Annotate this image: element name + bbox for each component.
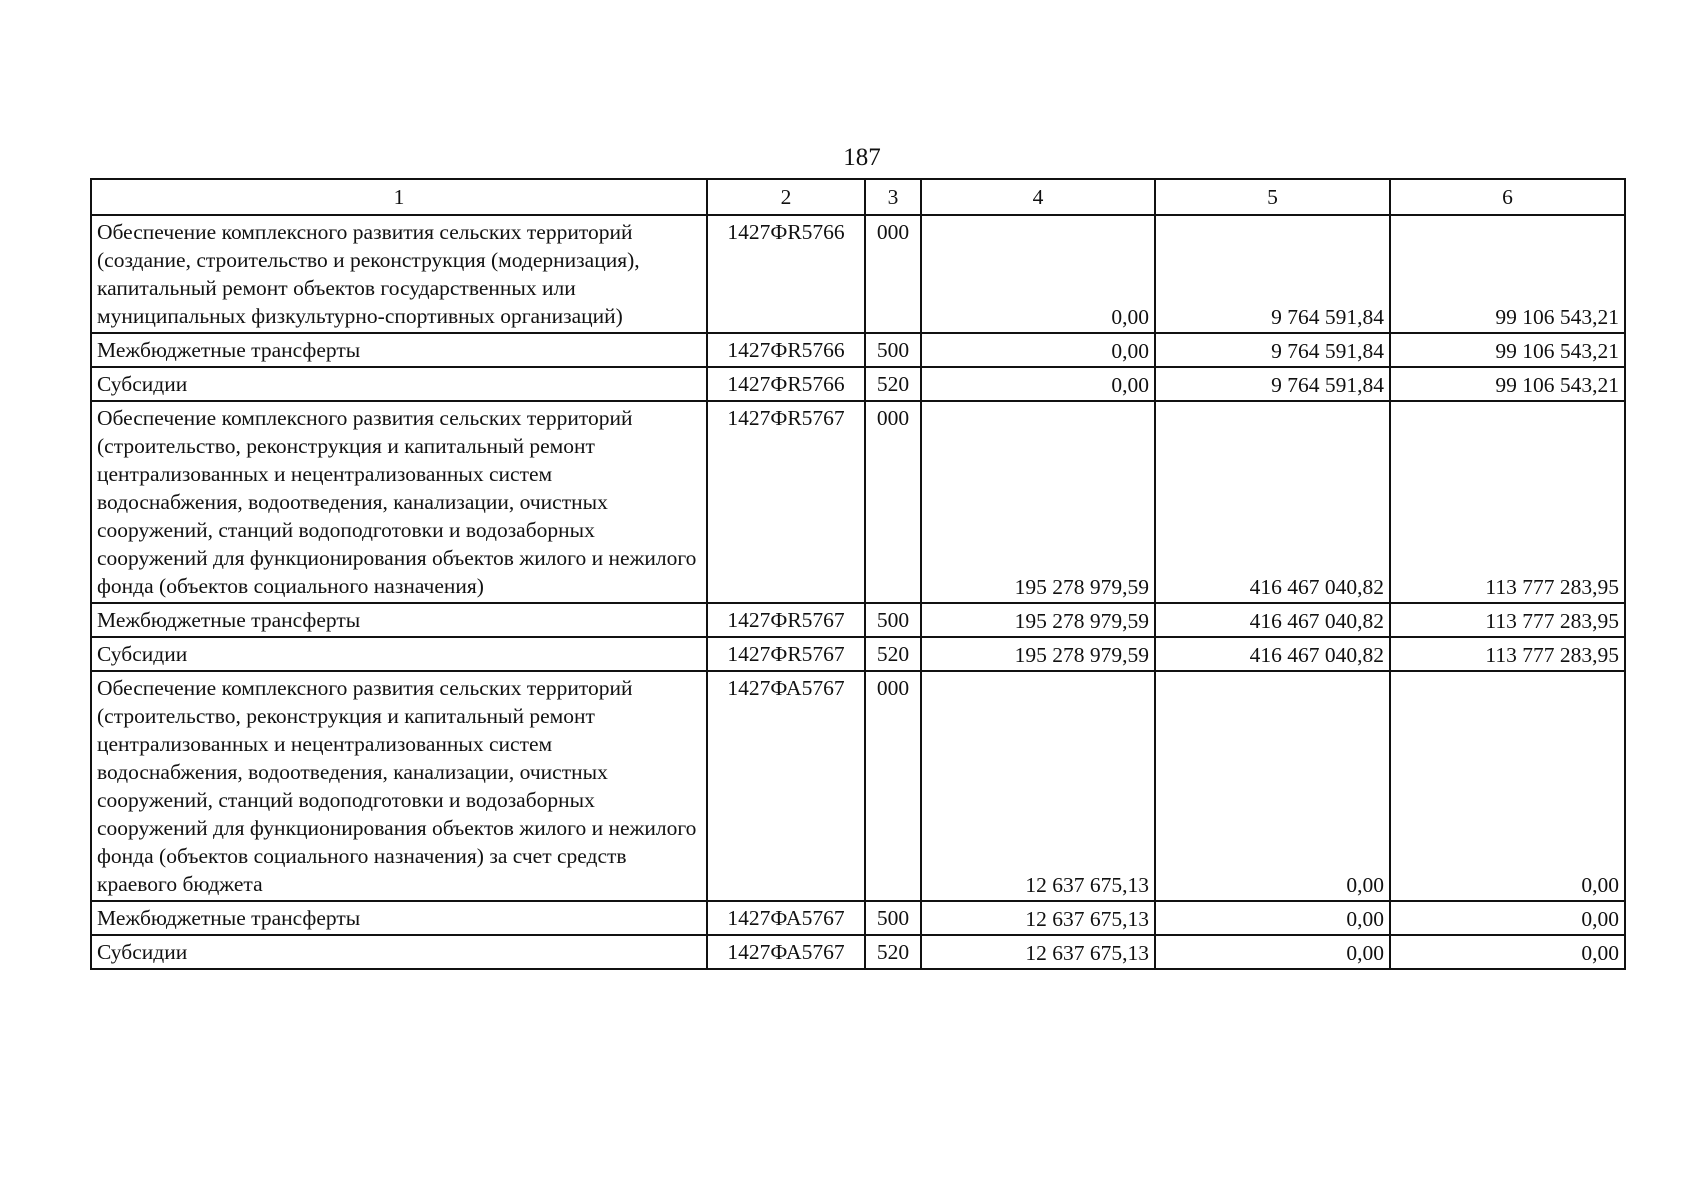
row-value-6: 113 777 283,95 [1390, 637, 1625, 671]
budget-table [90, 178, 1626, 970]
row-value-5: 9 764 591,84 [1155, 367, 1390, 401]
table-row [91, 901, 1625, 935]
column-number: 2 [707, 179, 865, 215]
row-value-5: 416 467 040,82 [1155, 401, 1390, 603]
column-number: 1 [91, 179, 707, 215]
row-value-5: 0,00 [1155, 935, 1390, 969]
column-number: 5 [1155, 179, 1390, 215]
row-name: Обеспечение комплексного развития сельских территорий (строительство, реконструкция и капитальный ремонт централизованных и нецентрализованных систем водоснабжения, водоотведения, канализации, очистных сооружений, станций водоподготовки и водозаборных сооружений для функционирования объектов жилого и нежилого фонда (объектов социального назначения) за счет средств краевого бюджета [91, 671, 707, 901]
row-kind: 000 [865, 215, 921, 333]
row-code: 1427ФА5767 [707, 935, 865, 969]
row-value-4: 195 278 979,59 [921, 603, 1155, 637]
row-kind: 000 [865, 401, 921, 603]
row-value-6: 0,00 [1390, 935, 1625, 969]
row-code: 1427ФR5766 [707, 333, 865, 367]
row-value-5: 9 764 591,84 [1155, 215, 1390, 333]
table-row [91, 637, 1625, 671]
row-value-4: 195 278 979,59 [921, 637, 1155, 671]
row-code: 1427ФR5767 [707, 603, 865, 637]
row-code: 1427ФR5767 [707, 401, 865, 603]
row-name: Межбюджетные трансферты [91, 333, 707, 367]
row-value-6: 99 106 543,21 [1390, 215, 1625, 333]
table-row [91, 603, 1625, 637]
page-number: 187 [843, 144, 881, 171]
row-value-6: 113 777 283,95 [1390, 603, 1625, 637]
row-value-4: 12 637 675,13 [921, 935, 1155, 969]
row-kind: 520 [865, 367, 921, 401]
row-code: 1427ФА5767 [707, 901, 865, 935]
row-value-4: 195 278 979,59 [921, 401, 1155, 603]
column-number-row [91, 179, 1625, 215]
row-value-5: 416 467 040,82 [1155, 603, 1390, 637]
row-value-6: 99 106 543,21 [1390, 367, 1625, 401]
table-row [91, 401, 1625, 603]
row-value-4: 0,00 [921, 367, 1155, 401]
row-kind: 500 [865, 333, 921, 367]
row-name: Обеспечение комплексного развития сельских территорий (создание, строительство и реконструкция (модернизация), капитальный ремонт объектов государственных или муниципальных физкультурно-спортивных организаций) [91, 215, 707, 333]
table-row [91, 367, 1625, 401]
column-number: 6 [1390, 179, 1625, 215]
row-value-5: 9 764 591,84 [1155, 333, 1390, 367]
row-value-4: 0,00 [921, 333, 1155, 367]
row-value-4: 12 637 675,13 [921, 671, 1155, 901]
row-name: Субсидии [91, 367, 707, 401]
column-number: 3 [865, 179, 921, 215]
row-kind: 500 [865, 603, 921, 637]
row-kind: 500 [865, 901, 921, 935]
row-code: 1427ФR5767 [707, 637, 865, 671]
row-value-4: 0,00 [921, 215, 1155, 333]
row-value-6: 113 777 283,95 [1390, 401, 1625, 603]
row-value-5: 0,00 [1155, 671, 1390, 901]
row-value-5: 416 467 040,82 [1155, 637, 1390, 671]
row-kind: 520 [865, 637, 921, 671]
row-name: Межбюджетные трансферты [91, 603, 707, 637]
row-code: 1427ФR5766 [707, 215, 865, 333]
table-row [91, 333, 1625, 367]
row-value-6: 99 106 543,21 [1390, 333, 1625, 367]
row-name: Обеспечение комплексного развития сельских территорий (строительство, реконструкция и капитальный ремонт централизованных и нецентрализованных систем водоснабжения, водоотведения, канализации, очистных сооружений, станций водоподготовки и водозаборных сооружений для функционирования объектов жилого и нежилого фонда (объектов социального назначения) [91, 401, 707, 603]
row-kind: 520 [865, 935, 921, 969]
row-value-4: 12 637 675,13 [921, 901, 1155, 935]
table-row [91, 671, 1625, 901]
column-number: 4 [921, 179, 1155, 215]
row-value-6: 0,00 [1390, 901, 1625, 935]
row-name: Субсидии [91, 935, 707, 969]
row-code: 1427ФR5766 [707, 367, 865, 401]
table-row [91, 215, 1625, 333]
row-name: Субсидии [91, 637, 707, 671]
row-value-6: 0,00 [1390, 671, 1625, 901]
row-kind: 000 [865, 671, 921, 901]
table-row [91, 935, 1625, 969]
row-value-5: 0,00 [1155, 901, 1390, 935]
row-name: Межбюджетные трансферты [91, 901, 707, 935]
row-code: 1427ФА5767 [707, 671, 865, 901]
